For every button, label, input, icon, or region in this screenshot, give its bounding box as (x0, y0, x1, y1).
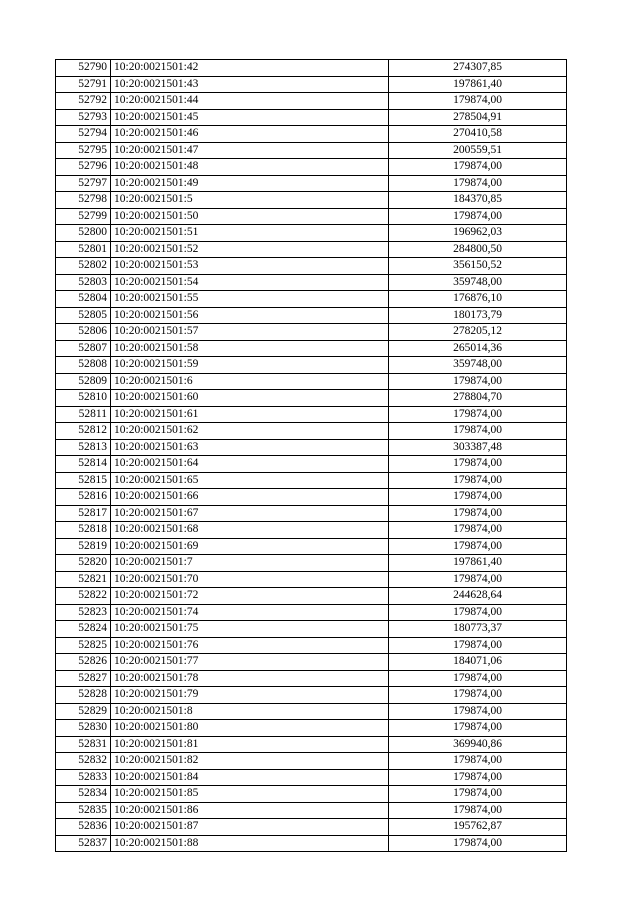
row-number-cell: 52837 (56, 835, 111, 852)
row-number-cell: 52813 (56, 439, 111, 456)
table-body (56, 60, 567, 852)
table-row (56, 769, 567, 786)
amount-cell: 278504,91 (389, 109, 567, 126)
table-row (56, 274, 567, 291)
cadastral-number-cell: 10:20:0021501:70 (111, 571, 389, 588)
amount-cell: 197861,40 (389, 76, 567, 93)
cadastral-number-cell: 10:20:0021501:51 (111, 225, 389, 242)
amount-cell: 197861,40 (389, 555, 567, 572)
amount-cell: 179874,00 (389, 786, 567, 803)
row-number-cell: 52823 (56, 604, 111, 621)
cadastral-value-table (55, 59, 567, 852)
cadastral-number-cell: 10:20:0021501:43 (111, 76, 389, 93)
amount-cell: 179874,00 (389, 687, 567, 704)
row-number-cell: 52815 (56, 472, 111, 489)
amount-cell: 200559,51 (389, 142, 567, 159)
row-number-cell: 52799 (56, 208, 111, 225)
table-row (56, 637, 567, 654)
amount-cell: 179874,00 (389, 93, 567, 110)
row-number-cell: 52810 (56, 390, 111, 407)
amount-cell: 369940,86 (389, 736, 567, 753)
amount-cell: 176876,10 (389, 291, 567, 308)
amount-cell: 179874,00 (389, 423, 567, 440)
table-row (56, 439, 567, 456)
table-row (56, 159, 567, 176)
cadastral-number-cell: 10:20:0021501:62 (111, 423, 389, 440)
row-number-cell: 52822 (56, 588, 111, 605)
table-row (56, 258, 567, 275)
cadastral-number-cell: 10:20:0021501:81 (111, 736, 389, 753)
row-number-cell: 52800 (56, 225, 111, 242)
row-number-cell: 52802 (56, 258, 111, 275)
table-row (56, 736, 567, 753)
cadastral-number-cell: 10:20:0021501:69 (111, 538, 389, 555)
table-row (56, 786, 567, 803)
cadastral-number-cell: 10:20:0021501:80 (111, 720, 389, 737)
row-number-cell: 52826 (56, 654, 111, 671)
table-row (56, 406, 567, 423)
table-row (56, 208, 567, 225)
row-number-cell: 52807 (56, 340, 111, 357)
amount-cell: 179874,00 (389, 208, 567, 225)
cadastral-number-cell: 10:20:0021501:55 (111, 291, 389, 308)
amount-cell: 303387,48 (389, 439, 567, 456)
cadastral-number-cell: 10:20:0021501:68 (111, 522, 389, 539)
row-number-cell: 52795 (56, 142, 111, 159)
amount-cell: 196962,03 (389, 225, 567, 242)
cadastral-number-cell: 10:20:0021501:63 (111, 439, 389, 456)
cadastral-number-cell: 10:20:0021501:66 (111, 489, 389, 506)
amount-cell: 179874,00 (389, 703, 567, 720)
row-number-cell: 52821 (56, 571, 111, 588)
amount-cell: 179874,00 (389, 159, 567, 176)
table-row (56, 126, 567, 143)
cadastral-number-cell: 10:20:0021501:45 (111, 109, 389, 126)
table-row (56, 456, 567, 473)
cadastral-number-cell: 10:20:0021501:64 (111, 456, 389, 473)
amount-cell: 359748,00 (389, 357, 567, 374)
row-number-cell: 52830 (56, 720, 111, 737)
table-row (56, 373, 567, 390)
cadastral-number-cell: 10:20:0021501:7 (111, 555, 389, 572)
cadastral-number-cell: 10:20:0021501:72 (111, 588, 389, 605)
table-row (56, 357, 567, 374)
table-row (56, 324, 567, 341)
cadastral-number-cell: 10:20:0021501:77 (111, 654, 389, 671)
row-number-cell: 52819 (56, 538, 111, 555)
row-number-cell: 52824 (56, 621, 111, 638)
cadastral-number-cell: 10:20:0021501:48 (111, 159, 389, 176)
row-number-cell: 52808 (56, 357, 111, 374)
amount-cell: 278804,70 (389, 390, 567, 407)
cadastral-number-cell: 10:20:0021501:42 (111, 60, 389, 77)
amount-cell: 179874,00 (389, 835, 567, 852)
amount-cell: 184071,06 (389, 654, 567, 671)
amount-cell: 179874,00 (389, 720, 567, 737)
cadastral-number-cell: 10:20:0021501:47 (111, 142, 389, 159)
table-row (56, 571, 567, 588)
table-row (56, 390, 567, 407)
table-row (56, 225, 567, 242)
table-row (56, 241, 567, 258)
row-number-cell: 52834 (56, 786, 111, 803)
amount-cell: 179874,00 (389, 406, 567, 423)
amount-cell: 265014,36 (389, 340, 567, 357)
amount-cell: 179874,00 (389, 604, 567, 621)
amount-cell: 179874,00 (389, 670, 567, 687)
row-number-cell: 52806 (56, 324, 111, 341)
cadastral-number-cell: 10:20:0021501:79 (111, 687, 389, 704)
table-row (56, 703, 567, 720)
cadastral-number-cell: 10:20:0021501:59 (111, 357, 389, 374)
cadastral-number-cell: 10:20:0021501:53 (111, 258, 389, 275)
row-number-cell: 52831 (56, 736, 111, 753)
row-number-cell: 52796 (56, 159, 111, 176)
row-number-cell: 52809 (56, 373, 111, 390)
table-row (56, 802, 567, 819)
amount-cell: 274307,85 (389, 60, 567, 77)
amount-cell: 184370,85 (389, 192, 567, 209)
amount-cell: 179874,00 (389, 472, 567, 489)
table-row (56, 192, 567, 209)
table-row (56, 505, 567, 522)
table-row (56, 538, 567, 555)
cadastral-number-cell: 10:20:0021501:8 (111, 703, 389, 720)
table-row (56, 489, 567, 506)
table-row (56, 60, 567, 77)
cadastral-number-cell: 10:20:0021501:78 (111, 670, 389, 687)
table-row (56, 175, 567, 192)
table-row (56, 307, 567, 324)
amount-cell: 179874,00 (389, 753, 567, 770)
table-row (56, 472, 567, 489)
cadastral-number-cell: 10:20:0021501:50 (111, 208, 389, 225)
row-number-cell: 52792 (56, 93, 111, 110)
row-number-cell: 52814 (56, 456, 111, 473)
cadastral-number-cell: 10:20:0021501:85 (111, 786, 389, 803)
row-number-cell: 52833 (56, 769, 111, 786)
row-number-cell: 52835 (56, 802, 111, 819)
row-number-cell: 52794 (56, 126, 111, 143)
cadastral-number-cell: 10:20:0021501:61 (111, 406, 389, 423)
cadastral-number-cell: 10:20:0021501:54 (111, 274, 389, 291)
amount-cell: 270410,58 (389, 126, 567, 143)
row-number-cell: 52804 (56, 291, 111, 308)
row-number-cell: 52828 (56, 687, 111, 704)
cadastral-number-cell: 10:20:0021501:49 (111, 175, 389, 192)
cadastral-number-cell: 10:20:0021501:6 (111, 373, 389, 390)
table-row (56, 753, 567, 770)
cadastral-number-cell: 10:20:0021501:88 (111, 835, 389, 852)
table-row (56, 670, 567, 687)
cadastral-number-cell: 10:20:0021501:57 (111, 324, 389, 341)
amount-cell: 180773,37 (389, 621, 567, 638)
row-number-cell: 52801 (56, 241, 111, 258)
table-row (56, 604, 567, 621)
table-row (56, 588, 567, 605)
cadastral-number-cell: 10:20:0021501:87 (111, 819, 389, 836)
amount-cell: 278205,12 (389, 324, 567, 341)
row-number-cell: 52798 (56, 192, 111, 209)
amount-cell: 179874,00 (389, 373, 567, 390)
row-number-cell: 52793 (56, 109, 111, 126)
cadastral-number-cell: 10:20:0021501:74 (111, 604, 389, 621)
cadastral-number-cell: 10:20:0021501:5 (111, 192, 389, 209)
table-row (56, 109, 567, 126)
table-row (56, 654, 567, 671)
row-number-cell: 52816 (56, 489, 111, 506)
amount-cell: 179874,00 (389, 505, 567, 522)
cadastral-number-cell: 10:20:0021501:56 (111, 307, 389, 324)
amount-cell: 179874,00 (389, 522, 567, 539)
table-row (56, 621, 567, 638)
cadastral-number-cell: 10:20:0021501:76 (111, 637, 389, 654)
amount-cell: 179874,00 (389, 538, 567, 555)
table-row (56, 720, 567, 737)
row-number-cell: 52832 (56, 753, 111, 770)
table-row (56, 687, 567, 704)
table-row (56, 93, 567, 110)
table-row (56, 835, 567, 852)
row-number-cell: 52797 (56, 175, 111, 192)
row-number-cell: 52827 (56, 670, 111, 687)
amount-cell: 244628,64 (389, 588, 567, 605)
table-row (56, 76, 567, 93)
cadastral-number-cell: 10:20:0021501:60 (111, 390, 389, 407)
cadastral-number-cell: 10:20:0021501:52 (111, 241, 389, 258)
amount-cell: 179874,00 (389, 489, 567, 506)
cadastral-number-cell: 10:20:0021501:65 (111, 472, 389, 489)
cadastral-number-cell: 10:20:0021501:67 (111, 505, 389, 522)
amount-cell: 180173,79 (389, 307, 567, 324)
cadastral-number-cell: 10:20:0021501:58 (111, 340, 389, 357)
cadastral-number-cell: 10:20:0021501:75 (111, 621, 389, 638)
row-number-cell: 52803 (56, 274, 111, 291)
table-row (56, 142, 567, 159)
amount-cell: 195762,87 (389, 819, 567, 836)
amount-cell: 179874,00 (389, 175, 567, 192)
row-number-cell: 52805 (56, 307, 111, 324)
table-row (56, 555, 567, 572)
table-row (56, 423, 567, 440)
amount-cell: 179874,00 (389, 769, 567, 786)
cadastral-number-cell: 10:20:0021501:86 (111, 802, 389, 819)
amount-cell: 179874,00 (389, 456, 567, 473)
amount-cell: 359748,00 (389, 274, 567, 291)
row-number-cell: 52811 (56, 406, 111, 423)
row-number-cell: 52812 (56, 423, 111, 440)
table-row (56, 291, 567, 308)
row-number-cell: 52825 (56, 637, 111, 654)
amount-cell: 179874,00 (389, 571, 567, 588)
cadastral-number-cell: 10:20:0021501:44 (111, 93, 389, 110)
cadastral-number-cell: 10:20:0021501:46 (111, 126, 389, 143)
row-number-cell: 52790 (56, 60, 111, 77)
row-number-cell: 52829 (56, 703, 111, 720)
amount-cell: 356150,52 (389, 258, 567, 275)
row-number-cell: 52820 (56, 555, 111, 572)
table-row (56, 819, 567, 836)
row-number-cell: 52836 (56, 819, 111, 836)
row-number-cell: 52791 (56, 76, 111, 93)
amount-cell: 179874,00 (389, 802, 567, 819)
amount-cell: 179874,00 (389, 637, 567, 654)
row-number-cell: 52818 (56, 522, 111, 539)
row-number-cell: 52817 (56, 505, 111, 522)
amount-cell: 284800,50 (389, 241, 567, 258)
cadastral-number-cell: 10:20:0021501:82 (111, 753, 389, 770)
cadastral-number-cell: 10:20:0021501:84 (111, 769, 389, 786)
table-row (56, 522, 567, 539)
table-row (56, 340, 567, 357)
